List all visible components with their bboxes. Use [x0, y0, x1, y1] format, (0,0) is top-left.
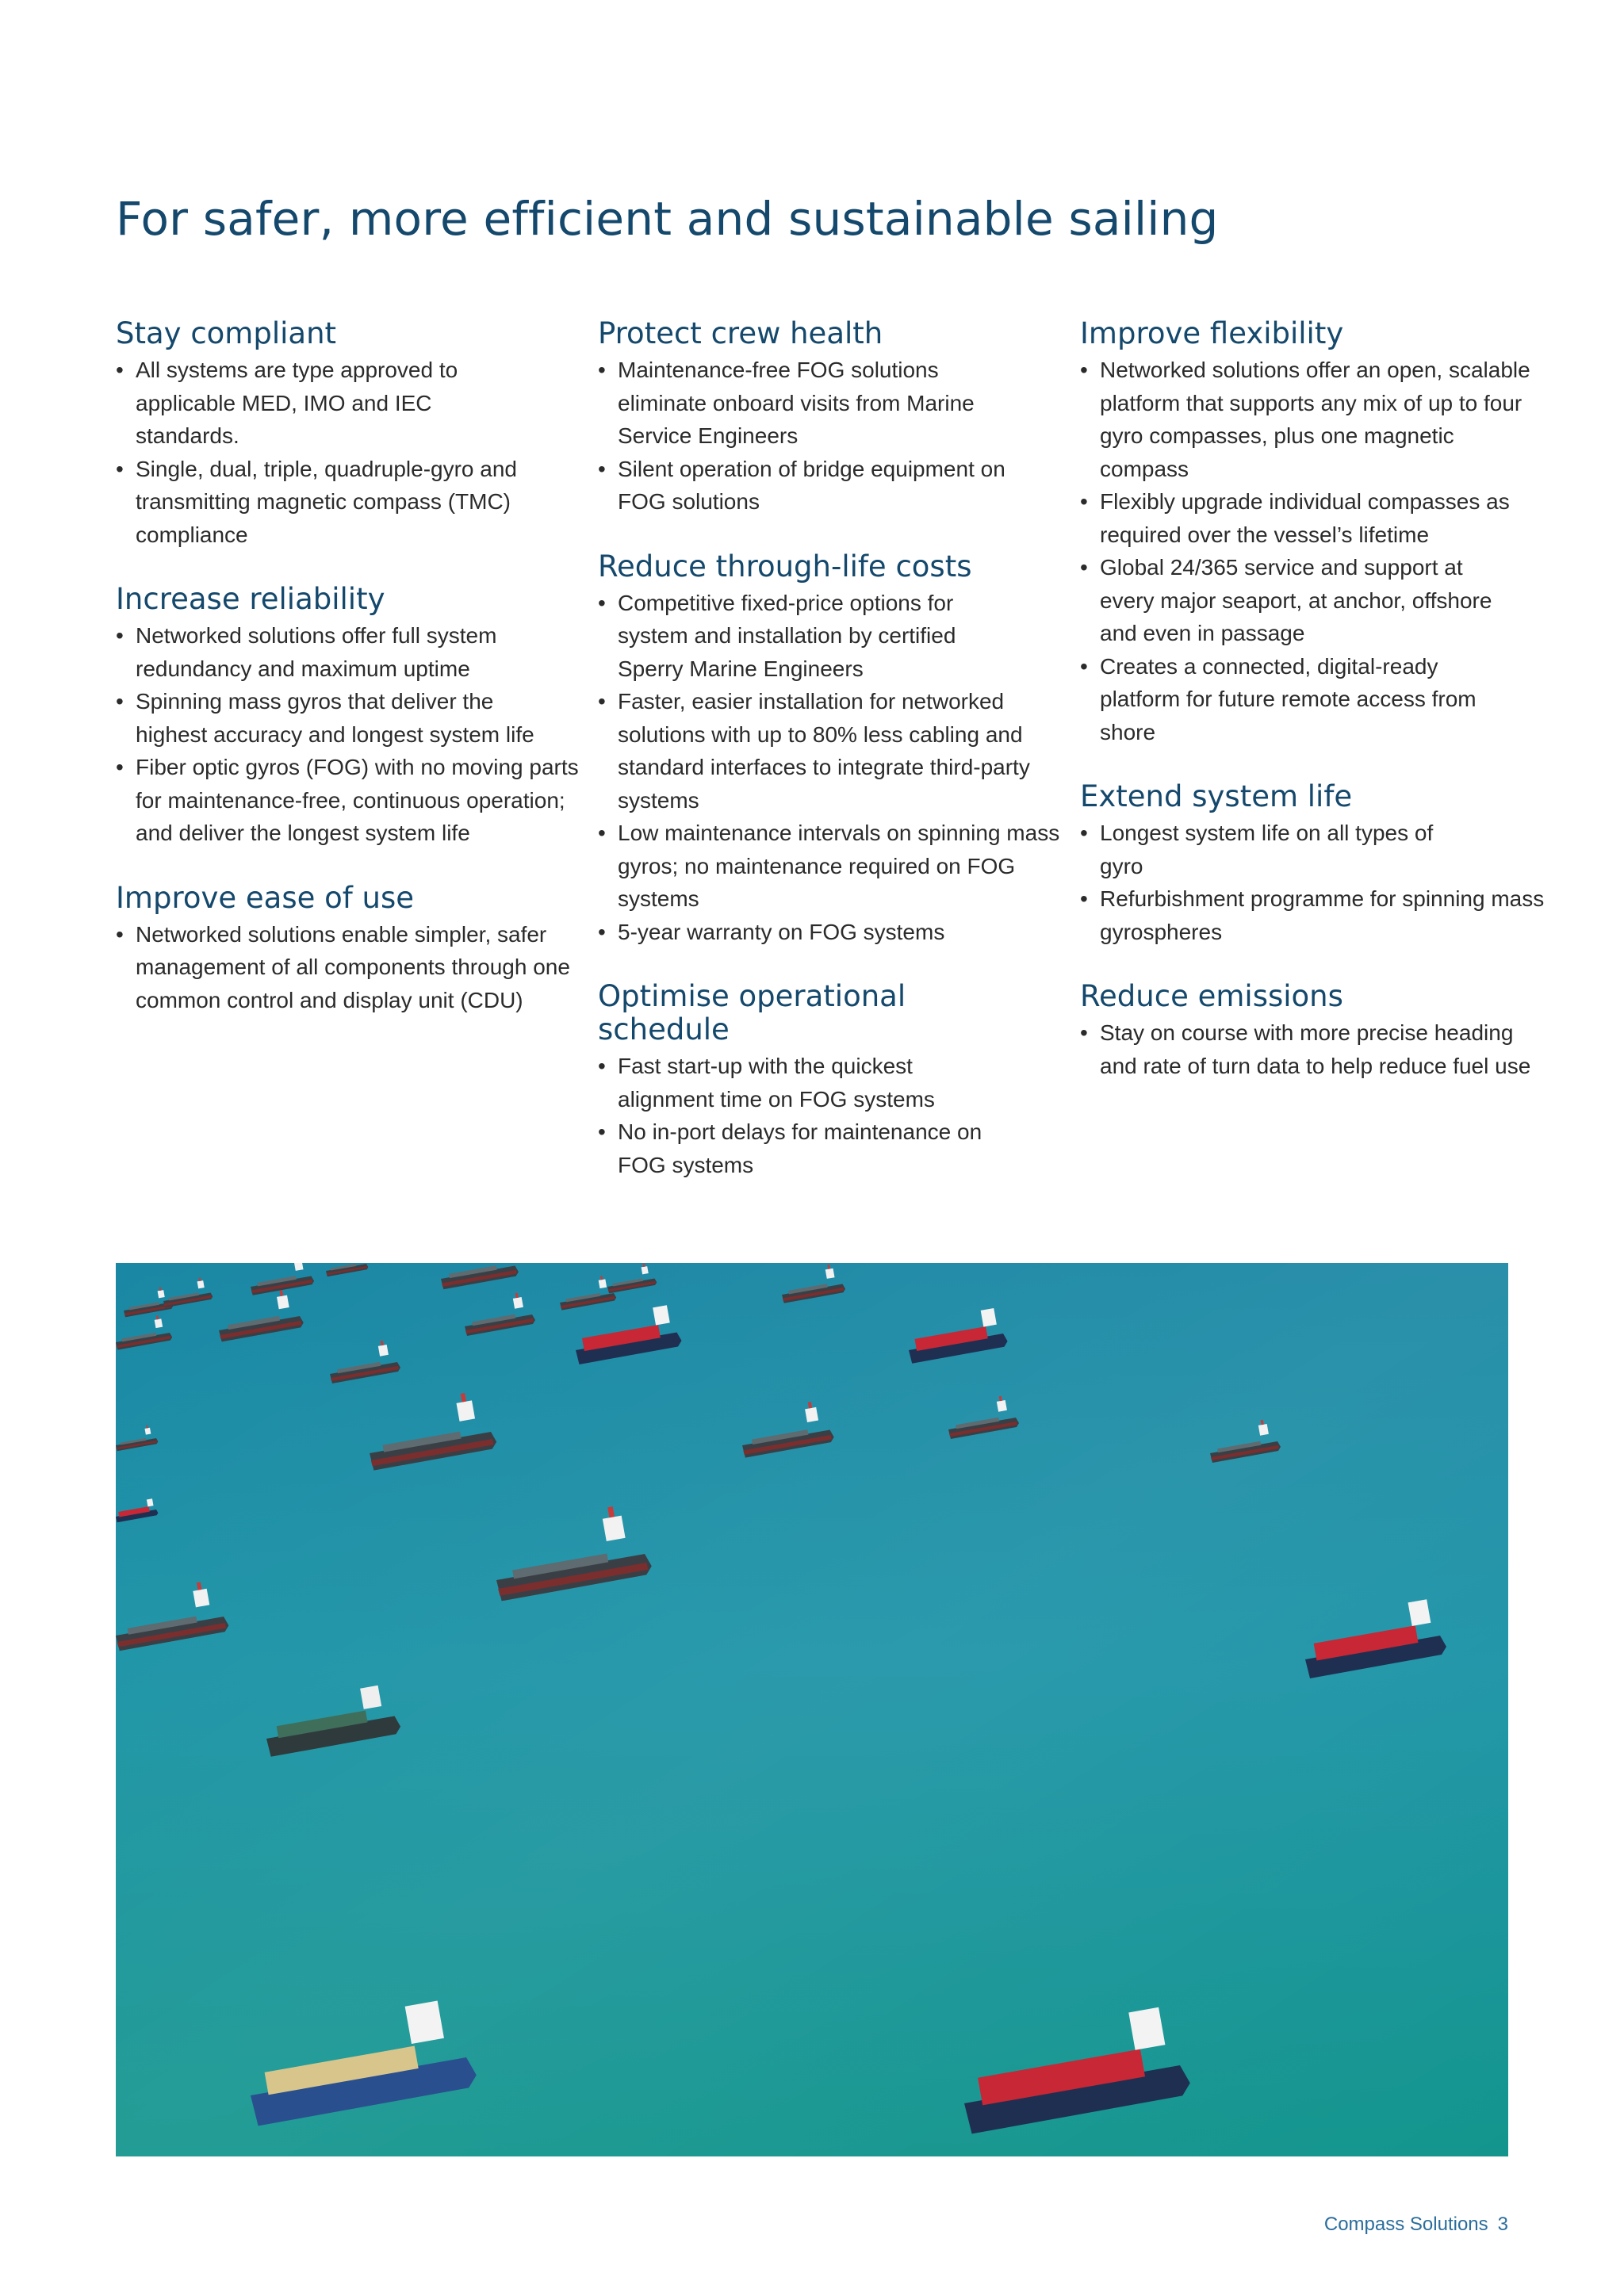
list-item: • Faster, easier installation for networked solutions with up to 80% less cabling and standard interfaces to integrate third-party systems: [598, 685, 1066, 817]
list-item: • Spinning mass gyros that deliver the highest accuracy and longest system life: [116, 685, 584, 751]
section-extend-system-life: [1080, 780, 1548, 948]
list-item: • Competitive fixed-price options for system and installation by certified Sperry Marine Engineers: [598, 587, 1066, 686]
section-increase-reliability: [116, 583, 584, 850]
list-item: • Refurbishment programme for spinning mass gyrospheres: [1080, 882, 1548, 948]
list-item: • Networked solutions offer an open, scalable platform that supports any mix of up to four gyro compasses, plus one magnetic compass: [1080, 354, 1548, 485]
page-footer: [1324, 2213, 1508, 2237]
benefits-columns: [116, 316, 1545, 1189]
bullet-list: [1080, 354, 1548, 748]
sea-illustration: [116, 1263, 1508, 2156]
list-item: • Networked solutions enable simpler, safer management of all components through one common control and display unit (CDU): [116, 918, 584, 1017]
list-item: • 5-year warranty on FOG systems: [598, 916, 1066, 949]
section-protect-crew-health: [598, 317, 1066, 519]
section-heading: Improve flexibility: [1080, 316, 1344, 350]
list-item: • Flexibly upgrade individual compasses as required over the vessel’s lifetime: [1080, 485, 1548, 551]
section-heading: Stay compliant: [116, 316, 337, 350]
section-heading: Improve ease of use: [116, 880, 415, 915]
column-left: [116, 317, 584, 1048]
list-item: • All systems are type approved to applicable MED, IMO and IEC standards.: [116, 354, 584, 453]
page-number: 3: [1497, 2214, 1508, 2235]
section-heading: Protect crew health: [598, 316, 883, 350]
section-improve-flexibility: [1080, 317, 1548, 748]
list-item: • Maintenance-free FOG solutions eliminate onboard visits from Marine Service Engineers: [598, 354, 1066, 453]
list-item: • Silent operation of bridge equipment on FOG solutions: [598, 453, 1066, 519]
bullet-list: [598, 1050, 1066, 1181]
list-item: • Stay on course with more precise heading and rate of turn data to help reduce fuel use: [1080, 1016, 1548, 1082]
list-item: • Networked solutions offer full system redundancy and maximum uptime: [116, 619, 584, 685]
section-heading: Reduce emissions: [1080, 979, 1343, 1013]
ships-at-sea-photo: [116, 1263, 1508, 2156]
bullet-list: [116, 354, 584, 551]
section-improve-ease-of-use: [116, 882, 584, 1017]
bullet-list: [1080, 817, 1548, 948]
list-item: • Single, dual, triple, quadruple-gyro and transmitting magnetic compass (TMC) compliance: [116, 453, 584, 552]
list-item: • Fast start-up with the quickest alignment time on FOG systems: [598, 1050, 1066, 1115]
section-heading: Optimise operational schedule: [598, 979, 906, 1047]
section-heading: Increase reliability: [116, 582, 385, 616]
list-item: • Longest system life on all types of gyro: [1080, 817, 1548, 882]
section-heading: Reduce through-life costs: [598, 549, 972, 584]
section-optimise-operational-schedule: [598, 980, 1066, 1181]
page-title: For safer, more efficient and sustainable sailing: [116, 192, 1219, 246]
footer-label: Compass Solutions: [1323, 2214, 1488, 2235]
column-right: [1080, 317, 1548, 1114]
list-item: • Creates a connected, digital-ready platform for future remote access from shore: [1080, 650, 1548, 749]
bullet-list: [598, 354, 1066, 519]
section-stay-compliant: [116, 317, 584, 551]
bullet-list: [1080, 1016, 1548, 1082]
list-item: • Global 24/365 service and support at every major seaport, at anchor, offshore and even in passage: [1080, 551, 1548, 650]
bullet-list: [598, 587, 1066, 949]
bullet-list: [116, 619, 584, 850]
section-reduce-through-life-costs: [598, 550, 1066, 949]
column-middle: [598, 317, 1066, 1213]
bullet-list: [116, 918, 584, 1017]
list-item: • Low maintenance intervals on spinning mass gyros; no maintenance required on FOG systems: [598, 817, 1066, 916]
list-item: • Fiber optic gyros (FOG) with no moving parts for maintenance-free, continuous operation; and deliver the longest system life: [116, 751, 584, 850]
list-item: • No in-port delays for maintenance on FOG systems: [598, 1115, 1066, 1181]
section-reduce-emissions: [1080, 980, 1548, 1082]
section-heading: Extend system life: [1080, 779, 1353, 813]
